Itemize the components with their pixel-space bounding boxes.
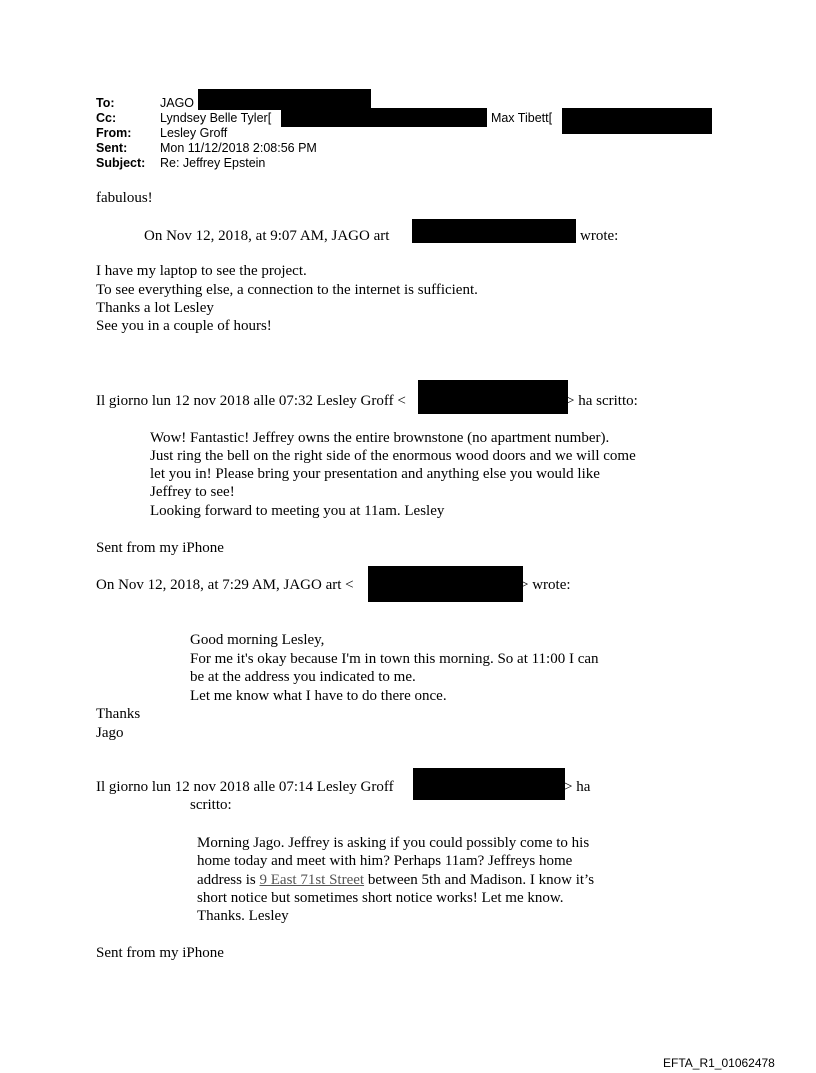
redaction-box (413, 768, 565, 800)
quote4-line: short notice but sometimes short notice works! Let me know. (197, 890, 564, 906)
cc-label: Cc: (96, 111, 117, 125)
quote4-wrote: > ha (564, 779, 591, 795)
quote1-line: Thanks a lot Lesley (96, 300, 214, 316)
quote3-line: For me it's okay because I'm in town this morning. So at 11:00 I can (190, 651, 599, 667)
quote1-line: See you in a couple of hours! (96, 318, 272, 334)
quote3-line: Let me know what I have to do there once. (190, 688, 447, 704)
quote2-line: Jeffrey to see! (150, 484, 235, 500)
sent-value: Mon 11/12/2018 2:08:56 PM (160, 141, 317, 155)
signature-jago: Jago (96, 725, 124, 741)
quote4-line: Thanks. Lesley (197, 908, 289, 924)
reply-text: fabulous! (96, 190, 153, 206)
quote4-line (197, 871, 594, 889)
redaction-box (198, 89, 371, 110)
sent-label: Sent: (96, 141, 128, 155)
subject-label: Subject: (96, 156, 146, 170)
subject-value: Re: Jeffrey Epstein (160, 156, 266, 170)
quote4-line3-pre: address is (197, 872, 260, 888)
sent-from-iphone: Sent from my iPhone (96, 945, 224, 961)
quote2-line: Looking forward to meeting you at 11am. Lesley (150, 503, 445, 519)
document-id: EFTA_R1_01062478 (663, 1056, 775, 1070)
quote2-line: let you in! Please bring your presentation and anything else you would like (150, 466, 600, 482)
quote2-wrote: > ha scritto: (566, 393, 638, 409)
quote1-intro: On Nov 12, 2018, at 9:07 AM, JAGO art (144, 228, 390, 244)
quote4-line: Morning Jago. Jeffrey is asking if you could possibly come to his (197, 835, 590, 851)
quote4-line: home today and meet with him? Perhaps 11am? Jeffreys home (197, 853, 573, 869)
quote3-line: Good morning Lesley, (190, 632, 325, 648)
quote2-line: Wow! Fantastic! Jeffrey owns the entire brownstone (no apartment number). (150, 430, 610, 446)
to-value: JAGO (160, 96, 195, 110)
quote1-line: I have my laptop to see the project. (96, 263, 307, 279)
quote2-line: Just ring the bell on the right side of the enormous wood doors and we will come (150, 448, 636, 464)
redaction-box (418, 380, 568, 414)
address-link[interactable]: 9 East 71st Street (259, 872, 365, 888)
quote4-line3-post: between 5th and Madison. I know it’s (364, 872, 595, 888)
quote1-line: To see everything else, a connection to the internet is sufficient. (96, 282, 478, 298)
redaction-box (562, 108, 712, 134)
quote1-wrote: wrote: (580, 228, 619, 244)
quote4-intro: Il giorno lun 12 nov 2018 alle 07:14 Lesley Groff (96, 779, 394, 795)
cc-value: Lyndsey Belle Tyler[ (160, 111, 272, 125)
from-value: Lesley Groff (160, 126, 228, 140)
quote2-intro: Il giorno lun 12 nov 2018 alle 07:32 Lesley Groff < (96, 393, 406, 409)
quote3-line: be at the address you indicated to me. (190, 669, 416, 685)
thanks-text: Thanks (96, 706, 141, 722)
redaction-box (368, 566, 523, 602)
redaction-box (412, 219, 576, 243)
to-label: To: (96, 96, 115, 110)
from-label: From: (96, 126, 132, 140)
cc-value-2: ; Max Tibett[ (484, 111, 553, 125)
quote4-wrote-2: scritto: (190, 797, 232, 813)
quote3-intro: On Nov 12, 2018, at 7:29 AM, JAGO art < (96, 577, 354, 593)
quote3-wrote: > wrote: (520, 577, 571, 593)
redaction-box (281, 108, 487, 127)
sent-from-iphone: Sent from my iPhone (96, 540, 224, 556)
